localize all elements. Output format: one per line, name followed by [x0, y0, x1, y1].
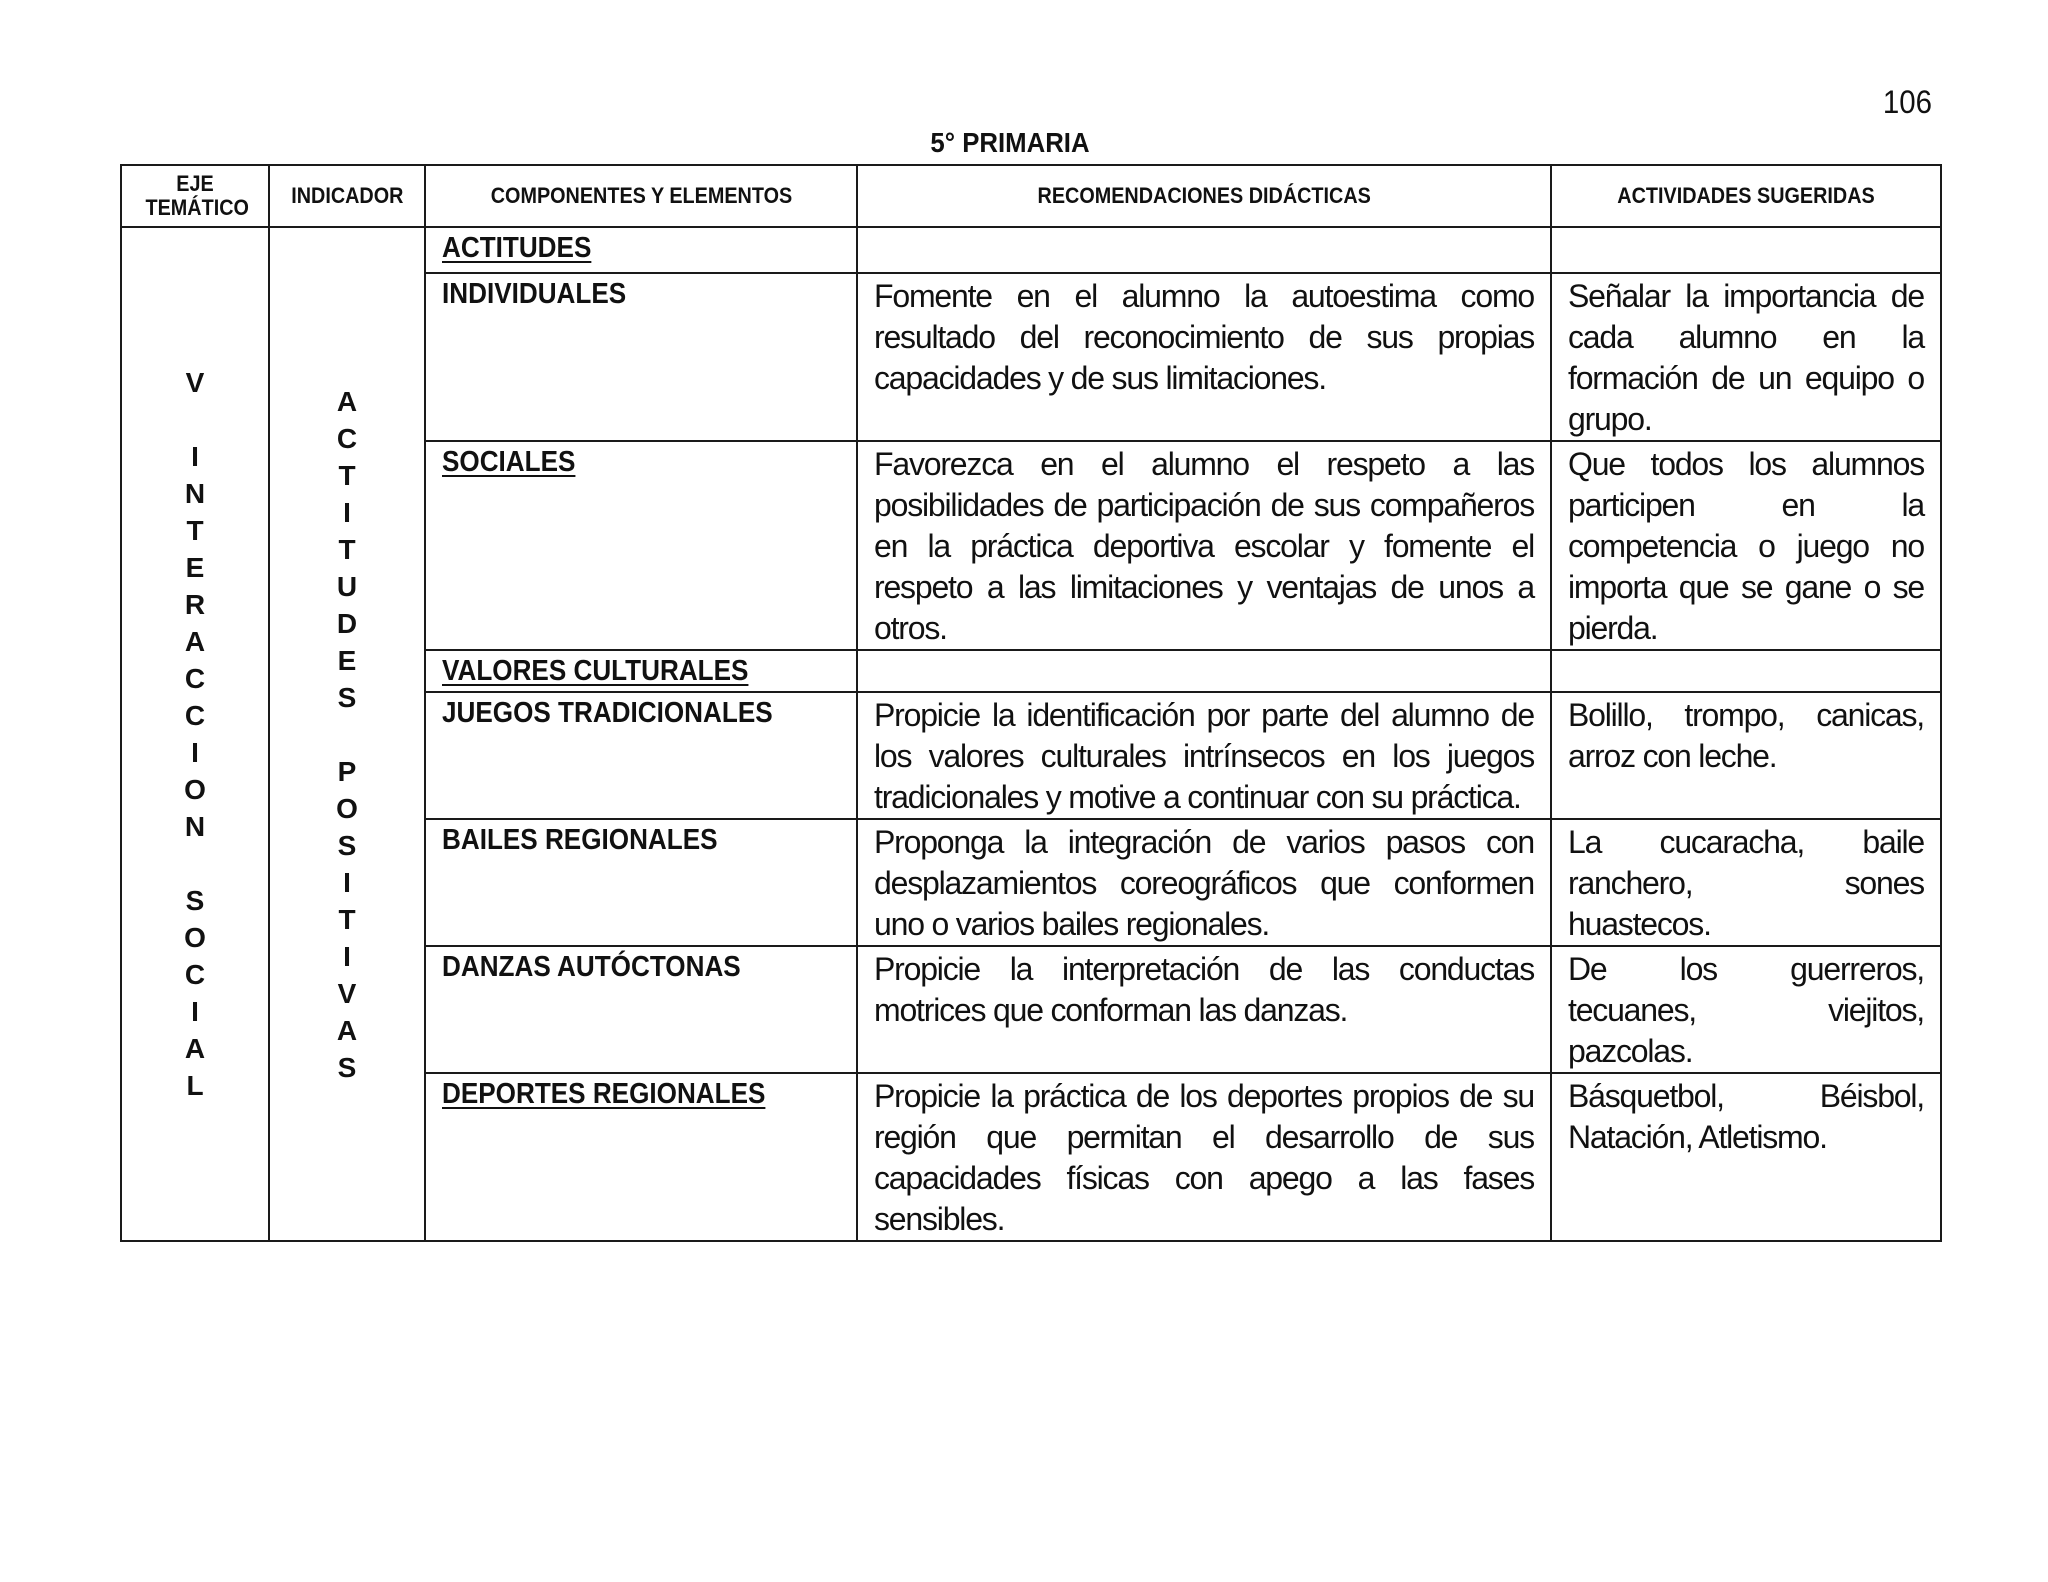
component-cell: DEPORTES REGIONALES [425, 1073, 857, 1241]
indicador-letter: O [336, 792, 358, 824]
indicador-letter: S [337, 681, 357, 713]
component-cell: INDIVIDUALES [425, 273, 857, 441]
component-cell: BAILES REGIONALES [425, 819, 857, 946]
activity-cell: Bolillo, trompo, canicas, arroz con leche. [1551, 692, 1941, 819]
eje-tematico-letter: L [186, 1070, 204, 1101]
indicador-letter: E [337, 644, 357, 676]
table-row [121, 227, 1941, 273]
page-number: 106 [1882, 84, 1932, 120]
recommendation-cell: Propicie la práctica de los deportes propios de su región que permitan el desarrollo de sus capacidades físicas con apego a las fases sensibles. [857, 1073, 1551, 1241]
eje-tematico-letter: O [184, 922, 206, 953]
eje-tematico-letter: I [191, 996, 199, 1027]
indicador-letter: I [343, 496, 351, 528]
eje-tematico-letter: N [184, 478, 206, 509]
indicador-letter: U [336, 570, 358, 602]
eje-tematico-letter: C [184, 663, 206, 694]
indicador-letter: T [338, 903, 356, 935]
recommendation-cell: Propicie la interpretación de las conductas motrices que conforman las danzas. [857, 946, 1551, 1073]
indicador-letter: D [336, 607, 358, 639]
activity-cell: Básquetbol, Béisbol, Natación, Atletismo. [1551, 1073, 1941, 1241]
activity-cell: Señalar la importancia de cada alumno en la formación de un equipo o grupo. [1551, 273, 1941, 441]
eje-tematico-letter: A [184, 1033, 206, 1064]
component-cell: DANZAS AUTÓCTONAS [425, 946, 857, 1073]
eje-tematico-letter: O [184, 774, 206, 805]
indicador-letter: C [336, 422, 358, 454]
eje-tematico-letter [122, 845, 268, 882]
header-eje-tematico: EJE TEMÁTICO [121, 165, 269, 227]
recommendation-cell [857, 650, 1551, 692]
curriculum-table [120, 164, 1942, 1242]
component-cell: SOCIALES [425, 441, 857, 650]
indicador-letter: A [336, 1014, 358, 1046]
indicador-letter: S [337, 1051, 357, 1083]
indicador-letter: A [336, 385, 358, 417]
indicador-vertical [269, 227, 425, 1241]
eje-tematico-letter: I [191, 737, 199, 768]
activity-cell [1551, 227, 1941, 273]
component-cell: ACTITUDES [425, 227, 857, 273]
recommendation-cell [857, 227, 1551, 273]
indicador-letter: I [343, 866, 351, 898]
indicador-letter: P [337, 755, 357, 787]
indicador-letter: T [338, 533, 356, 565]
eje-tematico-letter: T [186, 515, 204, 546]
grade-title: 5° PRIMARIA [930, 127, 1090, 158]
indicador-letter [270, 716, 424, 753]
activity-cell [1551, 650, 1941, 692]
header-row [121, 165, 1941, 227]
recommendation-cell: Propicie la identificación por parte del alumno de los valores culturales intrínsecos en los juegos tradicionales y motive a continuar con su práctica. [857, 692, 1551, 819]
eje-tematico-letter: A [184, 626, 206, 657]
eje-tematico-letter: V [185, 367, 205, 398]
activity-cell: Que todos los alumnos participen en la competencia o juego no importa que se gane o se pierda. [1551, 441, 1941, 650]
eje-tematico-letter: C [184, 700, 206, 731]
indicador-letter: S [337, 829, 357, 861]
eje-tematico-letter: I [191, 441, 199, 472]
component-cell: VALORES CULTURALES [425, 650, 857, 692]
indicador-letter: V [337, 977, 357, 1009]
eje-tematico-letter [122, 401, 268, 438]
recommendation-cell: Favorezca en el alumno el respeto a las posibilidades de participación de sus compañeros en la práctica deportiva escolar y fomente el respeto a las limitaciones y ventajas de unos a otros. [857, 441, 1551, 650]
eje-tematico-letter: E [185, 552, 205, 583]
recommendation-cell: Proponga la integración de varios pasos con desplazamientos coreográficos que conformen uno o varios bailes regionales. [857, 819, 1551, 946]
recommendation-cell: Fomente en el alumno la autoestima como resultado del reconocimiento de sus propias capacidades y de sus limitaciones. [857, 273, 1551, 441]
header-actividades: ACTIVIDADES SUGERIDAS [1551, 165, 1941, 227]
activity-cell: De los guerreros, tecuanes, viejitos, pazcolas. [1551, 946, 1941, 1073]
activity-cell: La cucaracha, baile ranchero, sones huastecos. [1551, 819, 1941, 946]
eje-tematico-letter: C [184, 959, 206, 990]
header-indicador: INDICADOR [269, 165, 425, 227]
eje-tematico-letter: S [185, 885, 205, 916]
eje-tematico-vertical [121, 227, 269, 1241]
header-recomendaciones: RECOMENDACIONES DIDÁCTICAS [857, 165, 1551, 227]
eje-tematico-letter: N [184, 811, 206, 842]
header-componentes: COMPONENTES Y ELEMENTOS [425, 165, 857, 227]
indicador-letter: I [343, 940, 351, 972]
eje-tematico-letter: R [184, 589, 206, 620]
indicador-letter: T [338, 459, 356, 491]
component-cell: JUEGOS TRADICIONALES [425, 692, 857, 819]
